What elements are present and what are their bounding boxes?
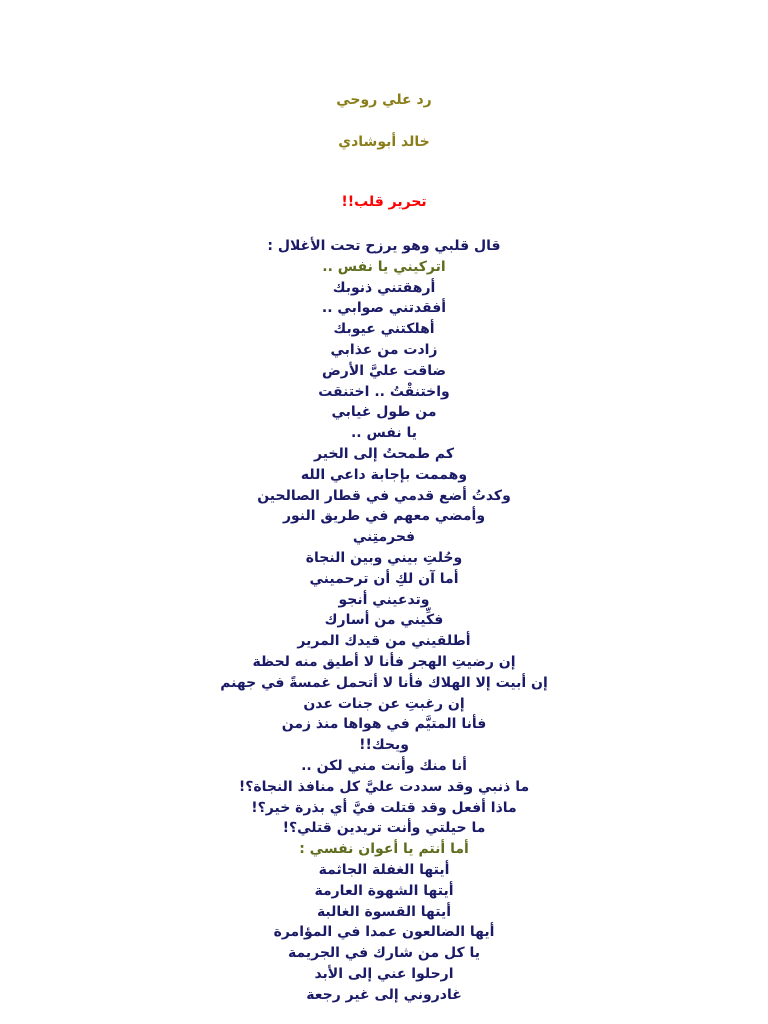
poem-line: ما حيلتي وأنت تريدين قتلي؟! bbox=[282, 820, 486, 837]
poem-line: كم طمحتُ إلى الخير bbox=[313, 445, 454, 462]
poem-line: زادت من عذابي bbox=[330, 341, 438, 358]
poem-line: أيها الضالعون عمدا في المؤامرة bbox=[273, 924, 495, 941]
poem-line: أيتها الغفلة الجاثمة bbox=[318, 861, 450, 878]
poem-line: أرهقتني ذنوبك bbox=[332, 279, 436, 296]
poem-line: إن رضيتِ الهجر فأنا لا أطيق منه لحظة bbox=[252, 653, 516, 670]
poem-line: إن رغبتِ عن جنات عدن bbox=[303, 695, 465, 712]
poem-line: ارحلوا عني إلى الأبد bbox=[314, 965, 454, 982]
poem-line: أفقدتني صوابي .. bbox=[321, 300, 447, 317]
poem-line: ضاقت عليَّ الأرض bbox=[321, 362, 447, 379]
poem-line: اتركيني يا نفس .. bbox=[322, 258, 446, 275]
poem-line: وتدعيني أنجو bbox=[338, 591, 430, 608]
poem-line: فكِّيني من أسارك bbox=[324, 612, 444, 629]
poem-line: فحرمتِني bbox=[352, 529, 416, 546]
poem-line: ويحك!! bbox=[359, 737, 409, 754]
poem-line: يا كل من شارك في الجريمة bbox=[287, 945, 481, 962]
poem-line: وحُلتِ بيني وبين النجاة bbox=[305, 549, 463, 566]
poem-line: أطلقيني من قيدك المرير bbox=[297, 633, 471, 650]
poem-line: إن أبيت إلا الهلاك فأنا لا أتحمل غمسةً في جهنم bbox=[220, 674, 548, 691]
poem-line: غادروني إلى غير رجعة bbox=[306, 986, 462, 1003]
poem-line: يا نفس .. bbox=[350, 425, 418, 442]
poem-body bbox=[0, 236, 768, 1005]
poem-line: ما ذنبي وقد سددت عليَّ كل منافذ النجاة؟! bbox=[238, 778, 530, 795]
poem-line: قال قلبي وهو يرزح تحت الأغلال : bbox=[267, 238, 501, 254]
poem-line: ماذا أفعل وقد قتلت فيَّ أي بذرة خير؟! bbox=[251, 799, 517, 816]
poem-line: وهممت بإجابة داعي الله bbox=[300, 466, 468, 483]
poem-heading: تحرير قلب!! bbox=[341, 194, 427, 210]
poem-line: أهلكتني عيوبك bbox=[333, 321, 435, 338]
poem-line: أما آن لكِ أن ترحميني bbox=[309, 570, 459, 587]
poem-title: رد علي روحي bbox=[336, 92, 432, 108]
poem-line: من طول غيابي bbox=[331, 404, 437, 421]
poem-author: خالد أبوشادي bbox=[338, 134, 430, 150]
poem-line: فأنا المتيَّم في هواها منذ زمن bbox=[281, 716, 487, 733]
poem-line: واختنقْتُ .. اختنقت bbox=[318, 383, 450, 400]
poem-line: أما أنتم يا أعوان نفسي : bbox=[299, 841, 469, 858]
poem-line: أيتها الشهوة العارمة bbox=[314, 882, 454, 899]
poem-line: أيتها القسوة الغالبة bbox=[316, 903, 452, 920]
poem-line: وكدتُ أضع قدمي في قطار الصالحين bbox=[257, 487, 511, 504]
poem-line: أنا منك وأنت مني لكن .. bbox=[301, 757, 467, 774]
poem-line: وأمضي معهم في طريق النور bbox=[282, 508, 486, 525]
